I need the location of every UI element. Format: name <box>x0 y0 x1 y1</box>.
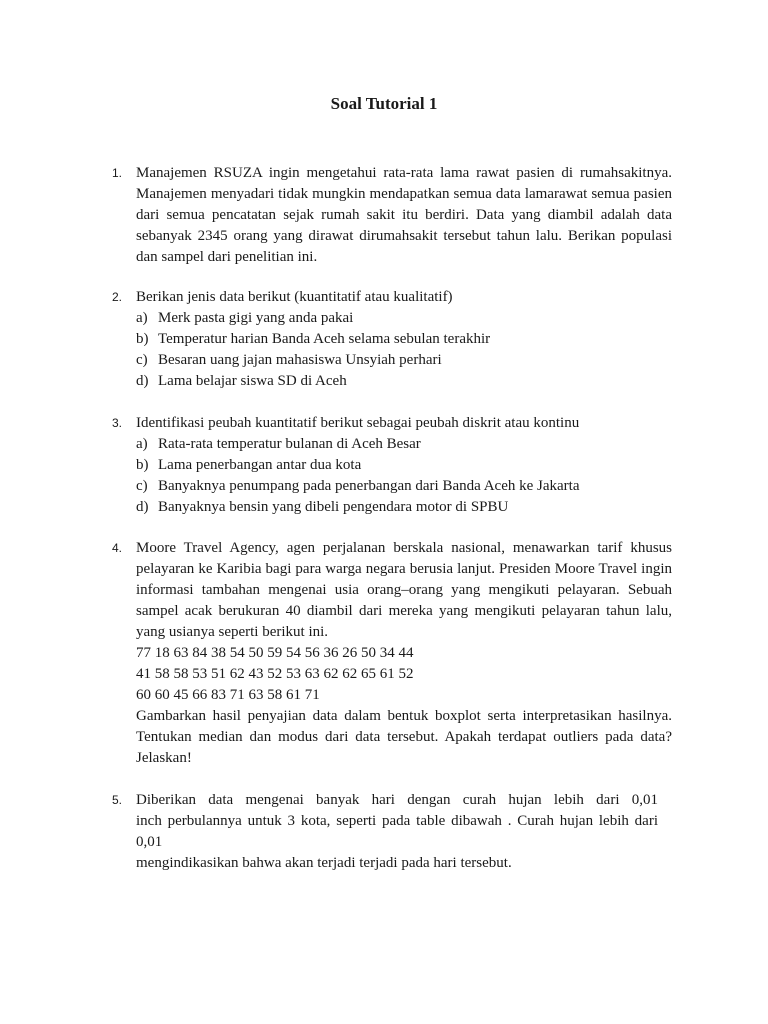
item-text: Lama penerbangan antar dua kota <box>158 457 362 473</box>
question-text: Identifikasi peubah kuantitatif berikut sebagai peubah diskrit atau kontinu <box>136 415 580 431</box>
list-item <box>136 329 672 350</box>
question-body <box>136 538 672 769</box>
question-body <box>136 790 672 874</box>
list-item <box>136 371 672 392</box>
list-item <box>136 476 672 497</box>
item-label: d) <box>136 373 149 389</box>
question-4 <box>112 538 672 769</box>
question-instruction: Gambarkan hasil penyajian data dalam bentuk boxplot serta interpretasikan hasilnya. Tentukan median dan modus dari data tersebut. Apakah terdapat outliers pada data? Jelaskan! <box>136 708 672 766</box>
item-label: b) <box>136 331 149 347</box>
item-text: Banyaknya bensin yang dibeli pengendara motor di SPBU <box>158 499 509 515</box>
question-5 <box>112 790 672 874</box>
item-label: c) <box>136 352 148 368</box>
item-label: b) <box>136 457 149 473</box>
item-text: Temperatur harian Banda Aceh selama sebulan terakhir <box>158 331 491 347</box>
question-2 <box>112 287 672 392</box>
list-item <box>136 434 672 455</box>
question-number: 2. <box>112 290 123 304</box>
item-text: Besaran uang jajan mahasiswa Unsyiah perhari <box>158 352 442 368</box>
item-text: Banyaknya penumpang pada penerbangan dari Banda Aceh ke Jakarta <box>158 478 580 494</box>
page-title: Soal Tutorial 1 <box>330 94 438 113</box>
list-item <box>136 455 672 476</box>
data-line: 77 18 63 84 38 54 50 59 54 56 36 26 50 34 44 <box>136 645 414 661</box>
question-number: 5. <box>112 793 123 807</box>
list-item <box>136 350 672 371</box>
list-item <box>136 308 672 329</box>
question-number: 4. <box>112 541 123 555</box>
question-3 <box>112 413 672 518</box>
question-body <box>136 287 672 392</box>
question-line: mengindikasikan bahwa akan terjadi terjadi pada hari tersebut. <box>136 855 512 871</box>
item-label: a) <box>136 310 148 326</box>
question-line: Diberikan data mengenai banyak hari dengan curah hujan lebih dari 0,01 <box>136 792 658 808</box>
item-text: Merk pasta gigi yang anda pakai <box>158 310 354 326</box>
question-body <box>136 413 672 518</box>
item-label: c) <box>136 478 148 494</box>
list-item <box>136 497 672 518</box>
data-line: 60 60 45 66 83 71 63 58 61 71 <box>136 687 320 703</box>
question-line: inch perbulannya untuk 3 kota, seperti pada table dibawah . Curah hujan lebih dari 0,01 <box>136 813 658 850</box>
question-text: Berikan jenis data berikut (kuantitatif atau kualitatif) <box>136 289 453 305</box>
item-label: d) <box>136 499 149 515</box>
question-text: Manajemen RSUZA ingin mengetahui rata-rata lama rawat pasien di rumahsakitnya. Manajemen menyadari tidak mungkin mendapatkan semua data lamarawat semua pasien dari semua pencatatan sejak rumah sakit itu berdiri. Data yang diambil adalah data sebanyak 2345 orang yang dirawat dirumahsakit tersebut tahun lalu. Berikan populasi dan sampel dari penelitian ini. <box>136 165 672 265</box>
data-line: 41 58 58 53 51 62 43 52 53 63 62 62 65 61 52 <box>136 666 414 682</box>
item-label: a) <box>136 436 148 452</box>
question-text: Moore Travel Agency, agen perjalanan berskala nasional, menawarkan tarif khusus pelayaran ke Karibia bagi para warga negara berusia lanjut. Presiden Moore Travel ingin informasi tambahan mengenai usia orang–orang yang mengikuti pelayaran. Sebuah sampel acak berukuran 40 diambil dari mereka yang mengikuti pelayaran tahun lalu, yang usianya seperti berikut ini. <box>136 540 672 640</box>
question-1 <box>112 163 672 268</box>
question-number: 3. <box>112 416 123 430</box>
item-text: Lama belajar siswa SD di Aceh <box>158 373 347 389</box>
item-text: Rata-rata temperatur bulanan di Aceh Besar <box>158 436 421 452</box>
question-number: 1. <box>112 166 123 180</box>
